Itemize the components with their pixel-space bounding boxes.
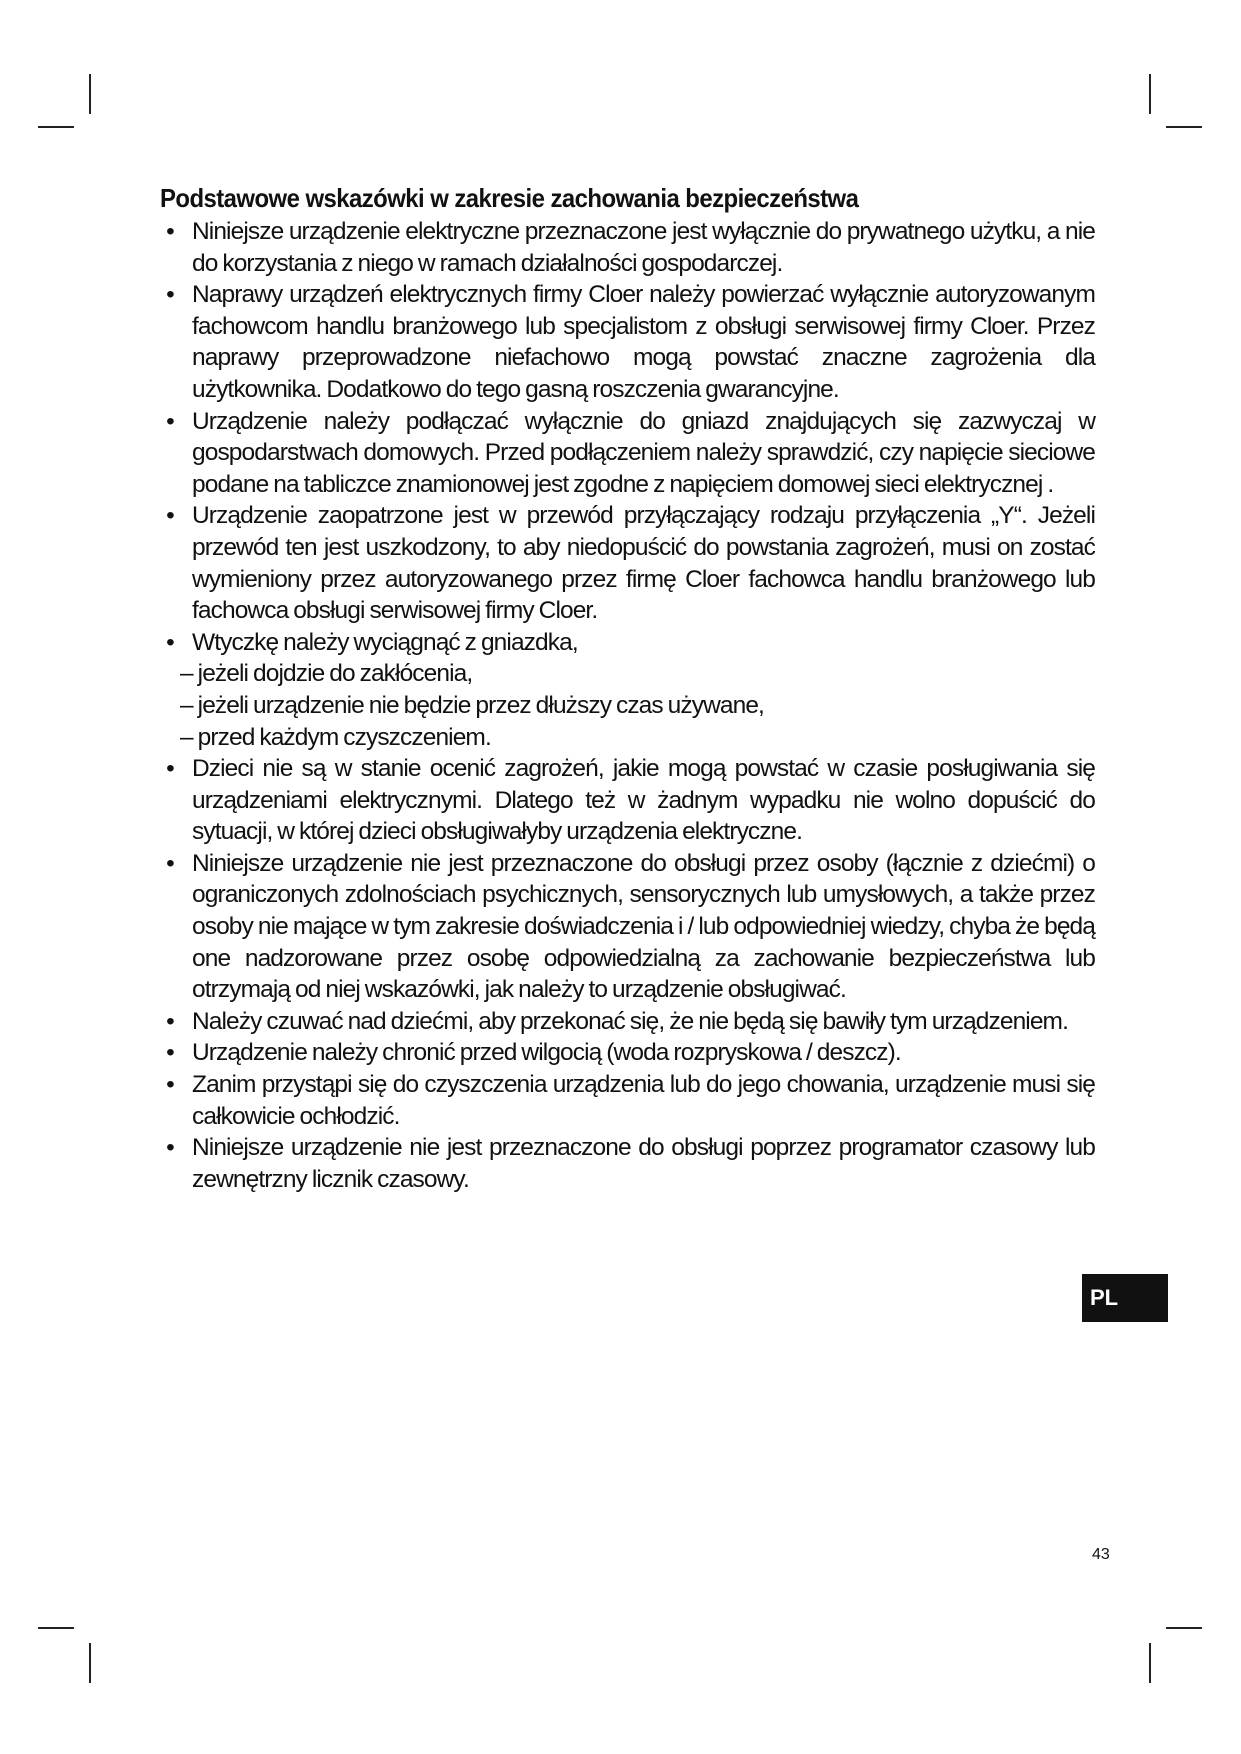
list-item [160, 753, 1095, 848]
sublist-item-text: jeżeli urządzenie nie będzie przez dłuższy czas używane, [197, 691, 764, 719]
bullet-icon: • [166, 628, 174, 656]
bullet-icon: • [166, 1071, 174, 1099]
language-tab: PL [1082, 1274, 1168, 1322]
list-item-text: Dzieci nie są w stanie ocenić zagrożeń, jakie mogą powstać w czasie posługiwania się urządzeniami elektrycznymi. Dlatego też w żadnym wypadku nie wolno dopuścić do sytuacji, w której dzieci obsługiwałyby urządzenia elektryczne. [192, 755, 1095, 846]
dash-icon: – [180, 691, 193, 719]
list-item-text: Wtyczkę należy wyciągnąć z gniazdka, [192, 628, 578, 656]
list-item [160, 1037, 1095, 1069]
sublist-item [160, 658, 1095, 690]
list-item [160, 500, 1095, 626]
list-item [160, 1069, 1095, 1132]
list-item-text: Niniejsze urządzenie elektryczne przeznaczone jest wyłącznie do prywatnego użytku, a nie do korzystania z niego w ramach działalności gospodarczej. [192, 218, 1095, 277]
crop-mark-bottom-right-horizontal [1166, 1627, 1202, 1629]
list-item-text: Naprawy urządzeń elektrycznych firmy Cloer należy powierzać wyłącznie autoryzowanym fachowcom handlu branżowego lub specjalistom z obsługi serwisowej firmy Cloer. Przez naprawy przeprowadzone niefachowo mogą powstać znaczne zagrożenia dla użytkownika. Dodatkowo do tego gasną roszczenia gwarancyjne. [192, 281, 1095, 403]
bullet-icon: • [166, 502, 174, 530]
list-item [160, 627, 1095, 659]
list-item-text: Niniejsze urządzenie nie jest przeznaczone do obsługi poprzez programator czasowy lub zewnętrzny licznik czasowy. [192, 1134, 1095, 1193]
crop-mark-bottom-left-vertical [89, 1643, 91, 1683]
dash-icon: – [180, 723, 193, 751]
crop-mark-top-left-vertical [89, 74, 91, 114]
list-item-text: Urządzenie należy podłączać wyłącznie do gniazd znajdujących się zazwyczaj w gospodarstwach domowych. Przed podłączeniem należy sprawdzić, czy napięcie sieciowe podane na tabliczce znamionowej jest zgodne z napięciem domowej sieci elektrycznej . [192, 407, 1095, 498]
list-item [160, 279, 1095, 405]
bullet-icon: • [166, 1007, 174, 1035]
crop-mark-bottom-left-horizontal [38, 1627, 74, 1629]
crop-mark-bottom-right-vertical [1149, 1643, 1151, 1683]
bullet-icon: • [166, 218, 174, 245]
bullet-icon: • [166, 1134, 174, 1162]
list-item-text: Należy czuwać nad dziećmi, aby przekonać się, że nie będą się bawiły tym urządzeniem. [192, 1007, 1068, 1035]
list-item-text: Niniejsze urządzenie nie jest przeznaczone do obsługi przez osoby (łącznie z dziećmi) o ograniczonych zdolnościach psychicznych, sensorycznych lub umysłowych, a także przez osoby nie mające w tym zakresie doświadczenia i / lub odpowiedniej wiedzy, chyba że będą one nadzorowane przez osobę odpowiedzialną za zachowanie bezpieczeństwa lub otrzymają od niej wskazówki, jak należy to urządzenie obsługiwać. [192, 849, 1095, 1004]
crop-mark-top-left-horizontal [38, 126, 74, 128]
bullet-icon: • [166, 755, 174, 783]
page-number: 43 [1092, 1546, 1110, 1563]
sublist-container [160, 658, 1095, 753]
safety-instructions-list [160, 216, 1095, 1195]
list-item [160, 406, 1095, 501]
list-item [160, 216, 1095, 279]
list-item-text: Zanim przystąpi się do czyszczenia urządzenia lub do jego chowania, urządzenie musi się całkowicie ochłodzić. [192, 1071, 1095, 1130]
list-item [160, 1132, 1095, 1195]
bullet-icon: • [166, 849, 174, 877]
list-item-text: Urządzenie należy chronić przed wilgocią (woda rozpryskowa / deszcz). [192, 1039, 901, 1067]
bullet-icon: • [166, 281, 174, 309]
sublist [160, 658, 1095, 753]
sublist-item [160, 722, 1095, 754]
sublist-item-text: przed każdym czyszczeniem. [197, 723, 491, 751]
crop-mark-top-right-vertical [1149, 74, 1151, 114]
crop-mark-top-right-horizontal [1166, 126, 1202, 128]
sublist-item-text: jeżeli dojdzie do zakłócenia, [197, 660, 473, 688]
bullet-icon: • [166, 1039, 174, 1067]
dash-icon: – [180, 660, 193, 688]
safety-instructions-section [160, 182, 1095, 1195]
list-item-text: Urządzenie zaopatrzone jest w przewód przyłączający rodzaju przyłączenia „Y“. Jeżeli przewód ten jest uszkodzony, to aby niedopuścić do powstania zagrożeń, musi on zostać wymieniony przez autoryzowanego przez firmę Cloer fachowca handlu branżowego lub fachowca obsługi serwisowej firmy Cloer. [192, 502, 1095, 625]
bullet-icon: • [166, 407, 174, 435]
section-title: Podstawowe wskazówki w zakresie zachowania bezpieczeństwa [160, 183, 859, 213]
sublist-item [160, 690, 1095, 722]
list-item [160, 848, 1095, 1006]
list-item [160, 1006, 1095, 1038]
